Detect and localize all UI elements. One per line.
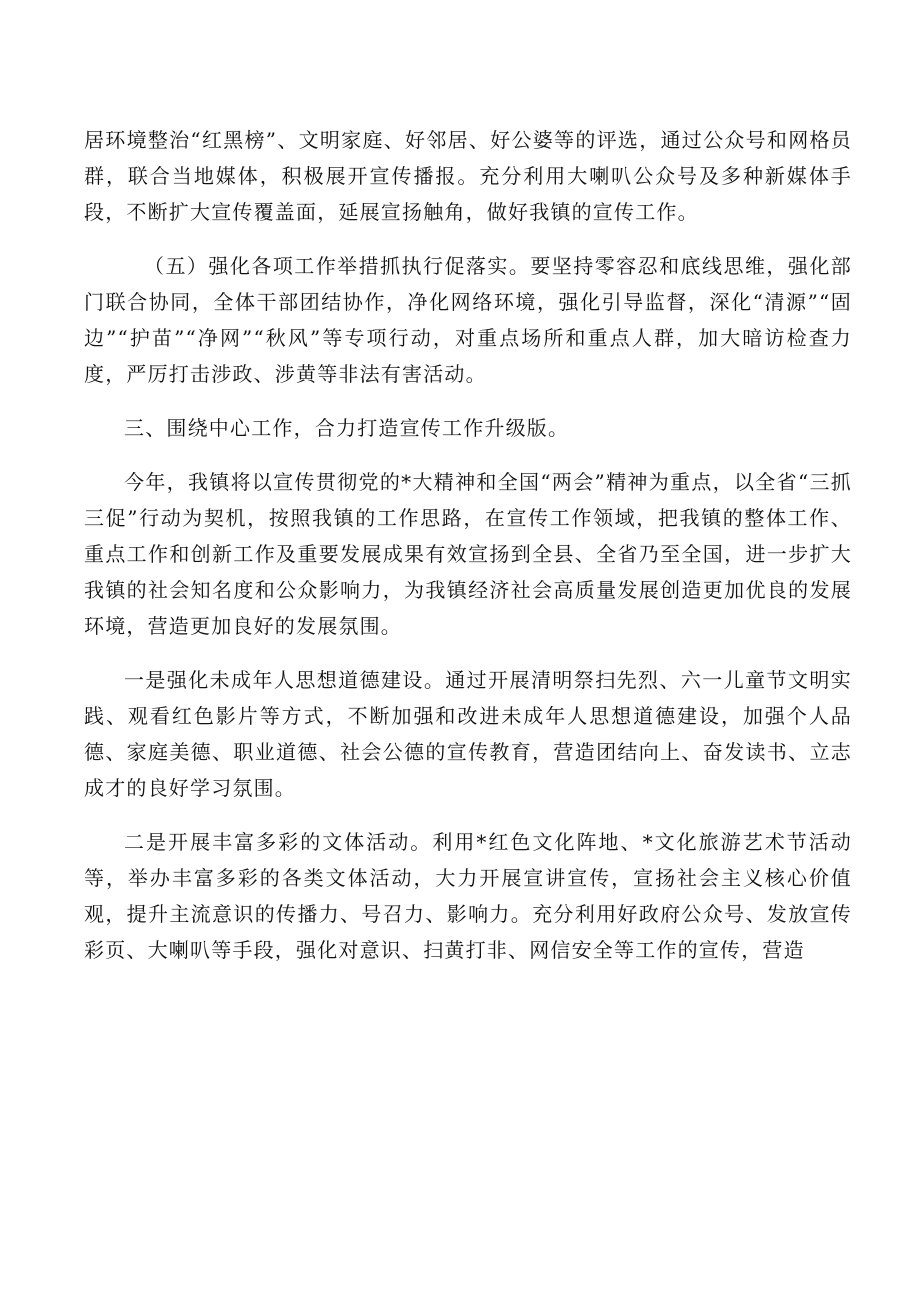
- paragraph-cultural-activities: 二是开展丰富多彩的文体活动。利用*红色文化阵地、*文化旅游艺术节活动等，举办丰富多彩的各类文体活动，大力开展宣讲宣传，宣扬社会主义核心价值观，提升主流意识的传播力、号召力、影响力。充分利用好政府公众号、发放宣传彩页、大喇叭等手段，强化对意识、扫黄打非、网信安全等工作的宣传，营造: [84, 830, 852, 962]
- paragraph-this-year: 今年，我镇将以宣传贯彻党的*大精神和全国“两会”精神为重点，以全省“三抓三促”行动为契机，按照我镇的工作思路，在宣传工作领域，把我镇的整体工作、重点工作和创新工作及重要发展成果有效宣扬到全县、全省乃至全国，进一步扩大我镇的社会知名度和公众影响力，为我镇经济社会高质量发展创造更加优良的发展环境，营造更加良好的发展氛围。: [84, 470, 852, 638]
- paragraph-section-five: （五）强化各项工作举措抓执行促落实。要坚持零容忍和底线思维，强化部门联合协同，全体干部团结协作，净化网络环境，强化引导监督，深化“清源”“固边”“护苗”“净网”“秋风”等专项行动，对重点场所和重点人群，加大暗访检查力度，严厉打击涉政、涉黄等非法有害活动。: [84, 254, 852, 386]
- document-body: [84, 122, 852, 968]
- paragraph-continued-propaganda: 居环境整治“红黑榜”、文明家庭、好邻居、好公婆等的评选，通过公众号和网格员群，联合当地媒体，积极展开宣传播报。充分利用大喇叭公众号及多种新媒体手段，不断扩大宣传覆盖面，延展宣扬触角，做好我镇的宣传工作。: [84, 128, 852, 224]
- paragraph-minor-moral-education: 一是强化未成年人思想道德建设。通过开展清明祭扫先烈、六一儿童节文明实践、观看红色影片等方式，不断加强和改进未成年人思想道德建设，加强个人品德、家庭美德、职业道德、社会公德的宣传教育，营造团结向上、奋发读书、立志成才的良好学习氛围。: [84, 668, 852, 800]
- heading-section-three: 三、围绕中心工作，合力打造宣传工作升级版。: [124, 416, 570, 440]
